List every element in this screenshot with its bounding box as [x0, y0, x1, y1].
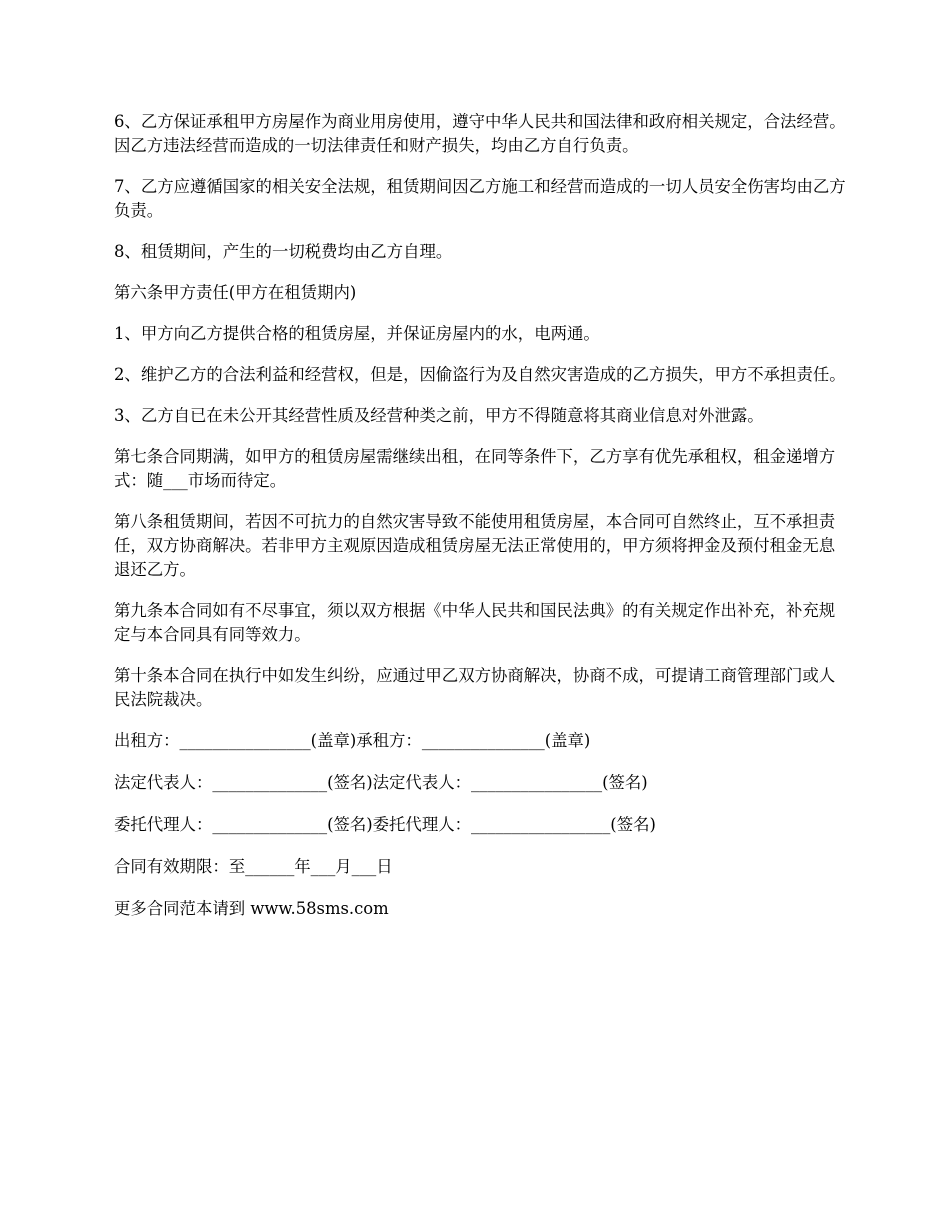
- contract-validity-period: 合同有效期限：至______年___月___日: [114, 857, 393, 876]
- article-6-item-3: 3、乙方自已在未公开其经营性质及经营种类之前，甲方不得随意将其商业信息对外泄露。: [114, 406, 764, 425]
- article-6-item-1: 1、甲方向乙方提供合格的租赁房屋，并保证房屋内的水，电两通。: [114, 324, 600, 343]
- document-page: [114, 110, 846, 938]
- article-7: 第七条合同期满，如甲方的租赁房屋需继续出租，在同等条件下，乙方享有优先承租权，租金递增方式：随___市场而待定。: [114, 447, 836, 490]
- signature-agents: 委托代理人：______________(签名)委托代理人：_________________(签名): [114, 815, 656, 834]
- article-6-item-2: 2、维护乙方的合法利益和经营权，但是，因偷盗行为及自然灾害造成的乙方损失，甲方不承担责任。: [114, 365, 846, 384]
- clause-7: 7、乙方应遵循国家的相关安全法规，租赁期间因乙方施工和经营而造成的一切人员安全伤害均由乙方负责。: [114, 177, 846, 220]
- signature-lessor-lessee: 出租方：________________(盖章)承租方：_______________(盖章): [114, 731, 591, 750]
- signature-legal-representatives: 法定代表人：______________(签名)法定代表人：________________(签名): [114, 773, 648, 792]
- footer-link-text: 更多合同范本请到 www.58sms.com: [114, 899, 389, 918]
- article-8: 第八条租赁期间，若因不可抗力的自然灾害导致不能使用租赁房屋，本合同可自然终止，互不承担责任，双方协商解决。若非甲方主观原因造成租赁房屋无法正常使用的，甲方须将押金及预付租金无息退还乙方。: [114, 512, 836, 579]
- clause-8: 8、租赁期间，产生的一切税费均由乙方自理。: [114, 242, 453, 261]
- article-6-heading: 第六条甲方责任(甲方在租赁期内): [114, 283, 357, 302]
- article-9: 第九条本合同如有不尽事宜，须以双方根据《中华人民共和国民法典》的有关规定作出补充，补充规定与本合同具有同等效力。: [114, 601, 836, 644]
- article-10: 第十条本合同在执行中如发生纠纷，应通过甲乙双方协商解决，协商不成，可提请工商管理部门或人民法院裁决。: [114, 666, 836, 709]
- clause-6: 6、乙方保证承租甲方房屋作为商业用房使用，遵守中华人民共和国法律和政府相关规定，合法经营。因乙方违法经营而造成的一切法律责任和财产损失，均由乙方自行负责。: [114, 112, 846, 155]
